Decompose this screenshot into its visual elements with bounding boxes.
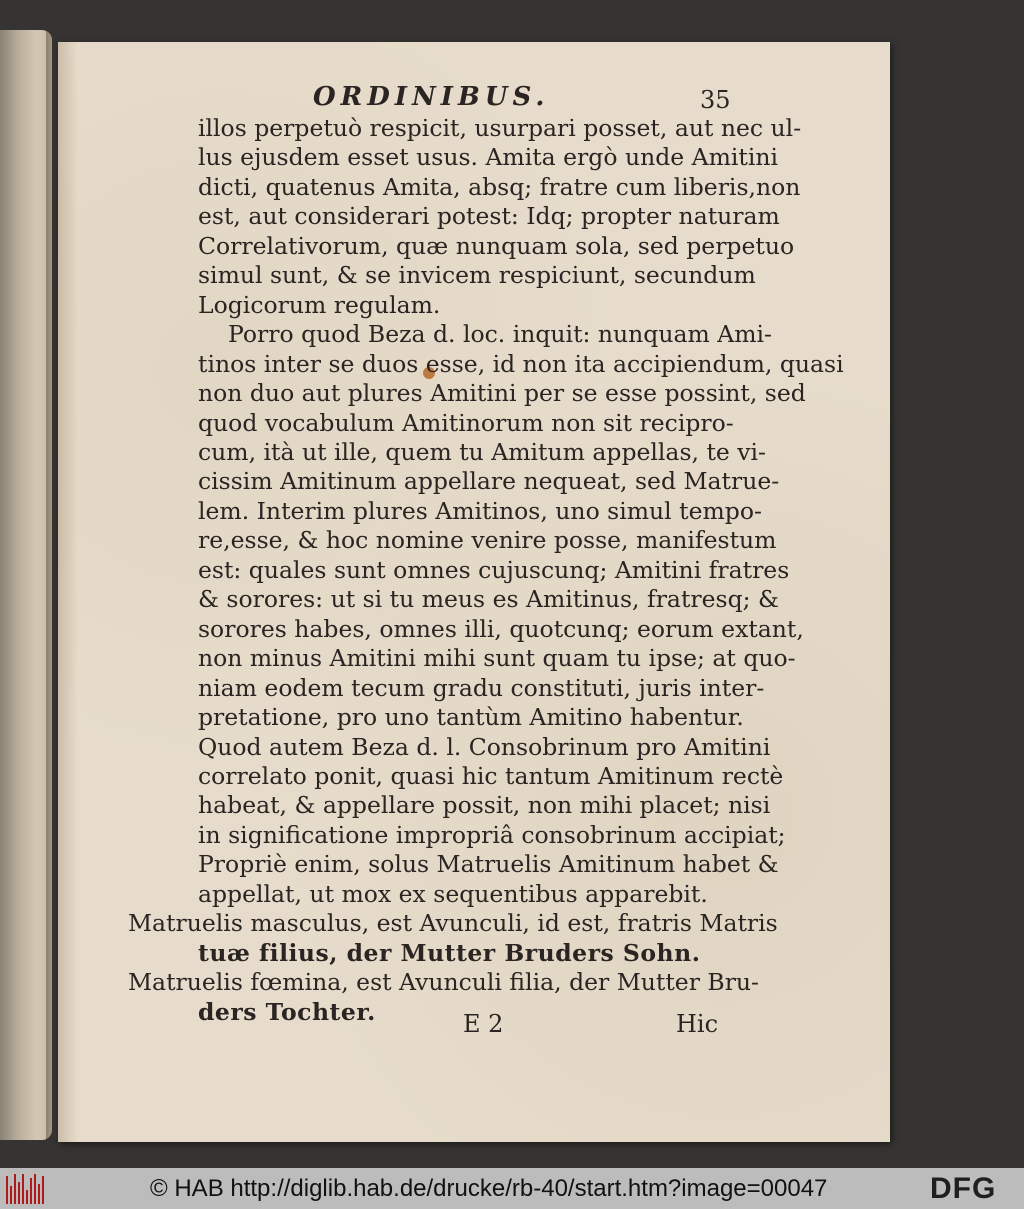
text-line: Matruelis masculus, est Avunculi, id est, fratris Matris (128, 909, 778, 938)
text-line: est, aut considerari potest: Idq; propter naturam (198, 202, 780, 231)
text-line: non minus Amitini mihi sunt quam tu ipse; at quo- (198, 644, 796, 673)
text-line: tinos inter se duos esse, id non ita accipiendum, quasi (198, 349, 844, 378)
text-line: simul sunt, & se invicem respiciunt, secundum (198, 261, 756, 290)
text-line: pretatione, pro uno tantùm Amitino habentur. (198, 703, 744, 732)
text-line: tuæ filius, der Mutter Bruders Sohn. (198, 938, 701, 967)
footer-bar (0, 1168, 1024, 1209)
text-line: appellat, ut mox ex sequentibus apparebit. (198, 879, 708, 908)
text-line: Correlativorum, quæ nunquam sola, sed perpetuo (198, 231, 795, 260)
dfg-logo: DFG (930, 1172, 997, 1205)
printer-signature: E 2 (463, 1010, 504, 1038)
text-line: correlato ponit, quasi hic tantum Amitinum rectè (198, 761, 784, 790)
text-line: ders Tochter. (198, 997, 376, 1026)
text-line: illos perpetuò respicit, usurpari posset, aut nec ul- (198, 114, 802, 142)
text-line: Quod autem Beza d. l. Consobrinum pro Amitini (198, 732, 771, 761)
text-line: cum, ità ut ille, quem tu Amitum appellas, te vi- (198, 437, 766, 466)
text-line: quod vocabulum Amitinorum non sit recipro- (198, 408, 734, 437)
page-number: 35 (700, 86, 731, 114)
text-line: Matruelis fœmina, est Avunculi filia, der Mutter Bru- (128, 968, 760, 997)
text-line: sorores habes, omnes illi, quotcunq; eorum extant, (198, 614, 804, 643)
book-page (58, 42, 890, 1142)
page-body-text (128, 114, 844, 1027)
previous-page-edge (0, 30, 52, 1140)
text-line: cissim Amitinum appellare nequeat, sed Matrue- (198, 467, 780, 496)
running-head: ORDINIBUS. (313, 82, 550, 112)
hab-barcode-logo-icon (6, 1172, 46, 1204)
text-line: lus ejusdem esset usus. Amita ergò unde Amitini (198, 143, 779, 172)
text-line: & sorores: ut si tu meus es Amitinus, fratresq; & (198, 585, 779, 614)
text-line: Porro quod Beza d. loc. inquit: nunquam Ami- (228, 320, 772, 349)
text-line: habeat, & appellare possit, non mihi placet; nisi (198, 791, 771, 820)
source-url-link[interactable]: © HAB http://diglib.hab.de/drucke/rb-40/start.htm?image=00047 (150, 1175, 828, 1202)
text-line: in significatione impropriâ consobrinum accipiat; (198, 820, 786, 849)
text-line: lem. Interim plures Amitinos, uno simul tempo- (198, 496, 762, 525)
text-line: dicti, quatenus Amita, absq; fratre cum liberis,non (198, 172, 801, 201)
text-line: Logicorum regulam. (198, 290, 441, 319)
page-gutter-shade (58, 42, 78, 1142)
text-line: est: quales sunt omnes cujuscunq; Amitini fratres (198, 555, 790, 584)
text-line: Propriè enim, solus Matruelis Amitinum habet & (198, 850, 779, 879)
catchword: Hic (676, 1010, 719, 1038)
text-line: re,esse, & hoc nomine venire posse, manifestum (198, 526, 777, 555)
text-line: niam eodem tecum gradu constituti, juris inter- (198, 673, 765, 702)
text-line: non duo aut plures Amitini per se esse possint, sed (198, 379, 806, 408)
